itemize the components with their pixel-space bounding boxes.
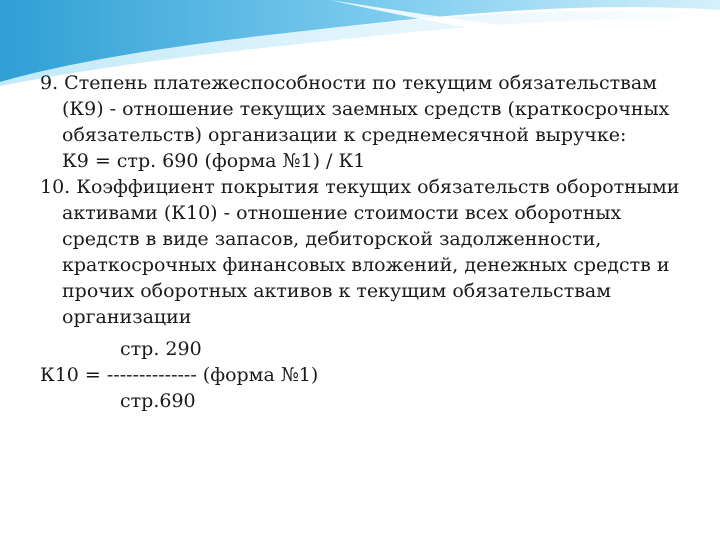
item-9 [40, 70, 700, 174]
item-10-text: 10. Коэффициент покрытия текущих обязательств оборотными активами (К10) - отношение стоимости всех оборотных средств в виде запасов, дебиторской задолженности, краткосрочных финансовых вложений, денежных средств и прочих оборотных активов к текущим обязательствам организации [40, 176, 680, 328]
item-10 [40, 174, 700, 330]
slide-content [40, 70, 700, 414]
item-10-numerator: стр. 290 [120, 338, 202, 360]
item-9-text: 9. Степень платежеспособности по текущим обязательствам (К9) - отношение текущих заемных средств (краткосрочных обязательств) организации к среднемесячной выручке: [40, 72, 670, 146]
item-10-denominator: стр.690 [120, 390, 196, 412]
item-10-formula-line: К10 = -------------- (форма №1) [40, 364, 319, 386]
item-9-formula: К9 = стр. 690 (форма №1) / К1 [62, 150, 366, 172]
item-10-fraction [40, 336, 700, 414]
